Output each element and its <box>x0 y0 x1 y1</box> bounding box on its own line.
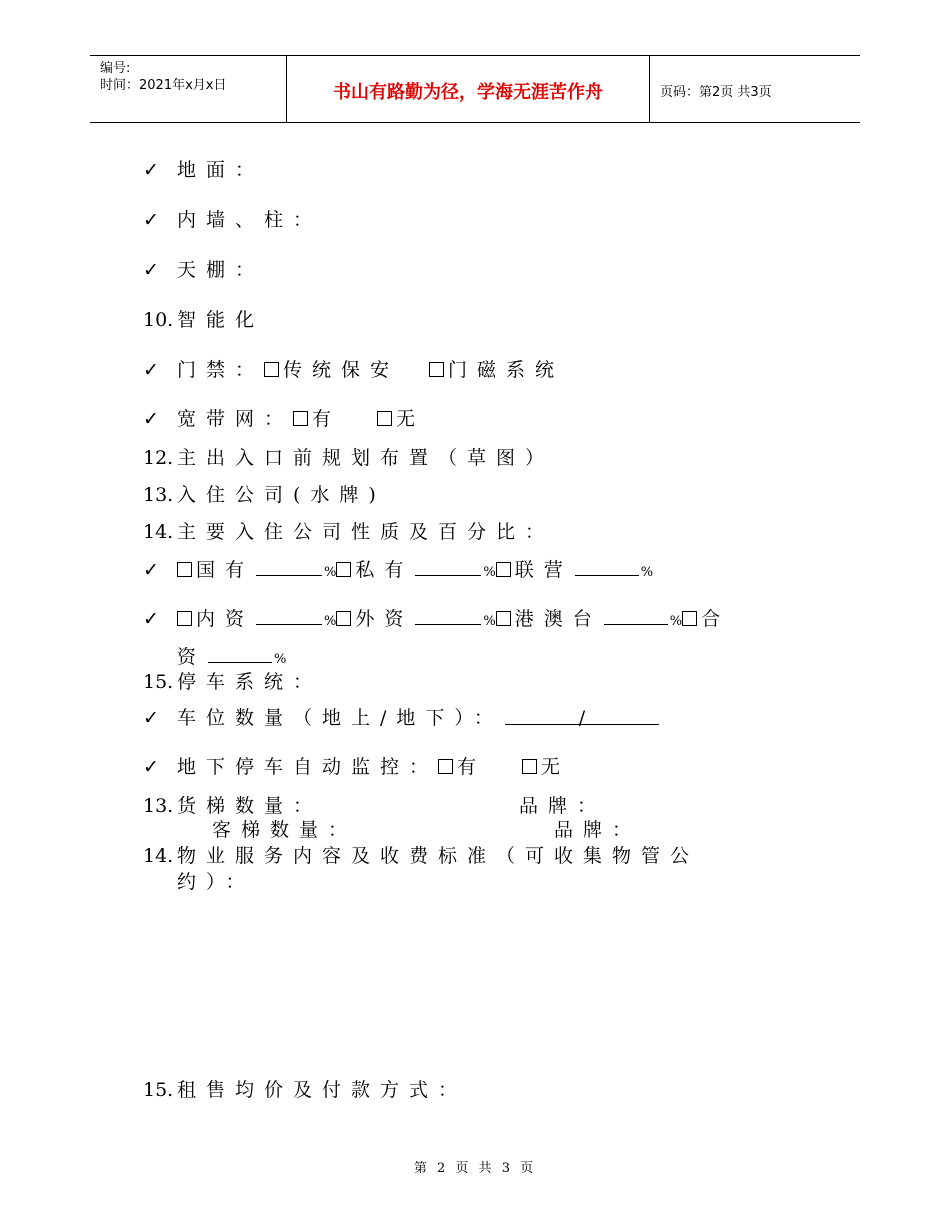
section-14-property <box>143 844 699 868</box>
section-number: 14. <box>143 845 174 867</box>
option-label: 传统保安 <box>283 359 400 381</box>
option-label: 外资 <box>355 608 414 630</box>
percent-blank[interactable] <box>256 557 322 576</box>
serial-label: 编号: <box>100 61 131 76</box>
check-icon: ✓ <box>143 559 159 581</box>
line-text: 宽带网： <box>177 408 294 430</box>
check-icon: ✓ <box>143 608 159 630</box>
line-capital-cont <box>177 644 286 672</box>
section-title: 智能化 <box>177 309 265 331</box>
section-title: 物业服务内容及收费标准（可收集物管公 <box>177 845 700 867</box>
checkbox-icon[interactable] <box>177 611 192 626</box>
option-label: 资 <box>177 646 207 668</box>
section-title: 租售均价及付款方式： <box>177 1079 468 1101</box>
section-title: 主要入住公司性质及百分比： <box>177 521 555 543</box>
checkbox-icon[interactable] <box>377 411 392 426</box>
option-label: 合 <box>701 608 731 630</box>
checkbox-icon[interactable] <box>177 562 192 577</box>
percent-blank[interactable] <box>604 606 668 625</box>
section-number: 13. <box>143 795 174 817</box>
line-spaces <box>143 706 659 730</box>
header-left <box>100 60 226 94</box>
section-number: 13. <box>143 484 174 506</box>
percent-sign: % <box>274 652 287 667</box>
option-label: 私有 <box>355 559 414 581</box>
check-icon: ✓ <box>143 707 159 729</box>
option-label: 国有 <box>196 559 255 581</box>
percent-blank[interactable] <box>208 644 272 663</box>
line-text: 地下停车自动监控： <box>177 756 439 778</box>
section-14-property-cont: 约）： <box>177 871 255 893</box>
page-header <box>90 55 860 123</box>
percent-blank[interactable] <box>415 606 481 625</box>
check-icon: ✓ <box>143 408 159 430</box>
section-14-nature <box>143 520 554 544</box>
header-divider <box>649 56 650 122</box>
section-15-parking <box>143 670 322 694</box>
line-ground <box>143 158 264 182</box>
line-text: 车位数量（地上/地下）： <box>177 707 503 729</box>
line-text: 天棚： <box>177 259 265 281</box>
check-icon: ✓ <box>143 209 159 231</box>
check-icon: ✓ <box>143 159 159 181</box>
section-12 <box>143 446 554 470</box>
spaces-separator: / <box>578 707 586 729</box>
checkbox-icon[interactable] <box>336 562 351 577</box>
option-label: 港澳台 <box>514 608 602 630</box>
line-capital <box>143 606 730 634</box>
spaces-blank[interactable] <box>505 706 659 729</box>
check-icon: ✓ <box>143 259 159 281</box>
section-13-elevators <box>143 794 322 818</box>
option-label: 内资 <box>196 608 255 630</box>
checkbox-icon[interactable] <box>438 759 453 774</box>
option-label: 联营 <box>514 559 573 581</box>
page-footer: 第 2 页 共 3 页 <box>413 1161 537 1176</box>
checkbox-icon[interactable] <box>336 611 351 626</box>
section-number: 10. <box>143 309 174 331</box>
line-text: 门禁： <box>177 359 265 381</box>
percent-blank[interactable] <box>415 557 481 576</box>
checkbox-icon[interactable] <box>682 611 697 626</box>
brand-label-2: 品牌： <box>554 819 642 841</box>
section-title: 停车系统： <box>177 671 323 693</box>
page-indicator: 页码：第2页 共3页 <box>660 85 772 100</box>
section-15-rent <box>143 1078 467 1102</box>
line-ceiling <box>143 258 264 282</box>
section-10 <box>143 308 264 332</box>
option-label: 有 <box>457 756 487 778</box>
option-label: 无 <box>396 408 426 430</box>
checkbox-icon[interactable] <box>293 411 308 426</box>
section-title: 入住公司(水牌) <box>177 484 386 506</box>
brand-label-1: 品牌： <box>519 795 607 817</box>
percent-blank[interactable] <box>256 606 322 625</box>
line-access <box>143 358 564 382</box>
percent-sign: % <box>324 565 337 580</box>
section-13-tenants <box>143 483 386 507</box>
percent-blank[interactable] <box>575 557 639 576</box>
passenger-elevator-label: 客梯数量： <box>212 819 358 841</box>
time-label: 时间：2021年x月x日 <box>100 78 227 93</box>
line-auto-monitor <box>143 755 570 779</box>
section-number: 12. <box>143 447 174 469</box>
line-inner-wall <box>143 208 322 232</box>
percent-sign: % <box>640 565 654 580</box>
option-label: 无 <box>541 756 571 778</box>
check-icon: ✓ <box>143 359 159 381</box>
freight-elevator-label: 货梯数量： <box>177 795 323 817</box>
option-label: 门磁系统 <box>448 359 565 381</box>
percent-sign: % <box>669 614 683 629</box>
percent-sign: % <box>324 614 337 629</box>
section-number: 15. <box>143 671 174 693</box>
percent-sign: % <box>483 565 496 580</box>
checkbox-icon[interactable] <box>522 759 537 774</box>
checkbox-icon[interactable] <box>496 611 511 626</box>
section-number: 14. <box>143 521 174 543</box>
section-title: 主出入口前规划布置（草图） <box>177 447 555 469</box>
motto: 书山有路勤为径，学海无涯苦作舟 <box>333 82 603 103</box>
check-icon: ✓ <box>143 756 159 778</box>
percent-sign: % <box>483 614 496 629</box>
checkbox-icon[interactable] <box>264 362 279 377</box>
line-broadband <box>143 407 425 431</box>
checkbox-icon[interactable] <box>496 562 511 577</box>
line-ownership <box>143 557 653 585</box>
line-text: 地面： <box>177 159 265 181</box>
section-number: 15. <box>143 1079 174 1101</box>
checkbox-icon[interactable] <box>429 362 444 377</box>
option-label: 有 <box>312 408 342 430</box>
line-text: 内墙、柱： <box>177 209 323 231</box>
